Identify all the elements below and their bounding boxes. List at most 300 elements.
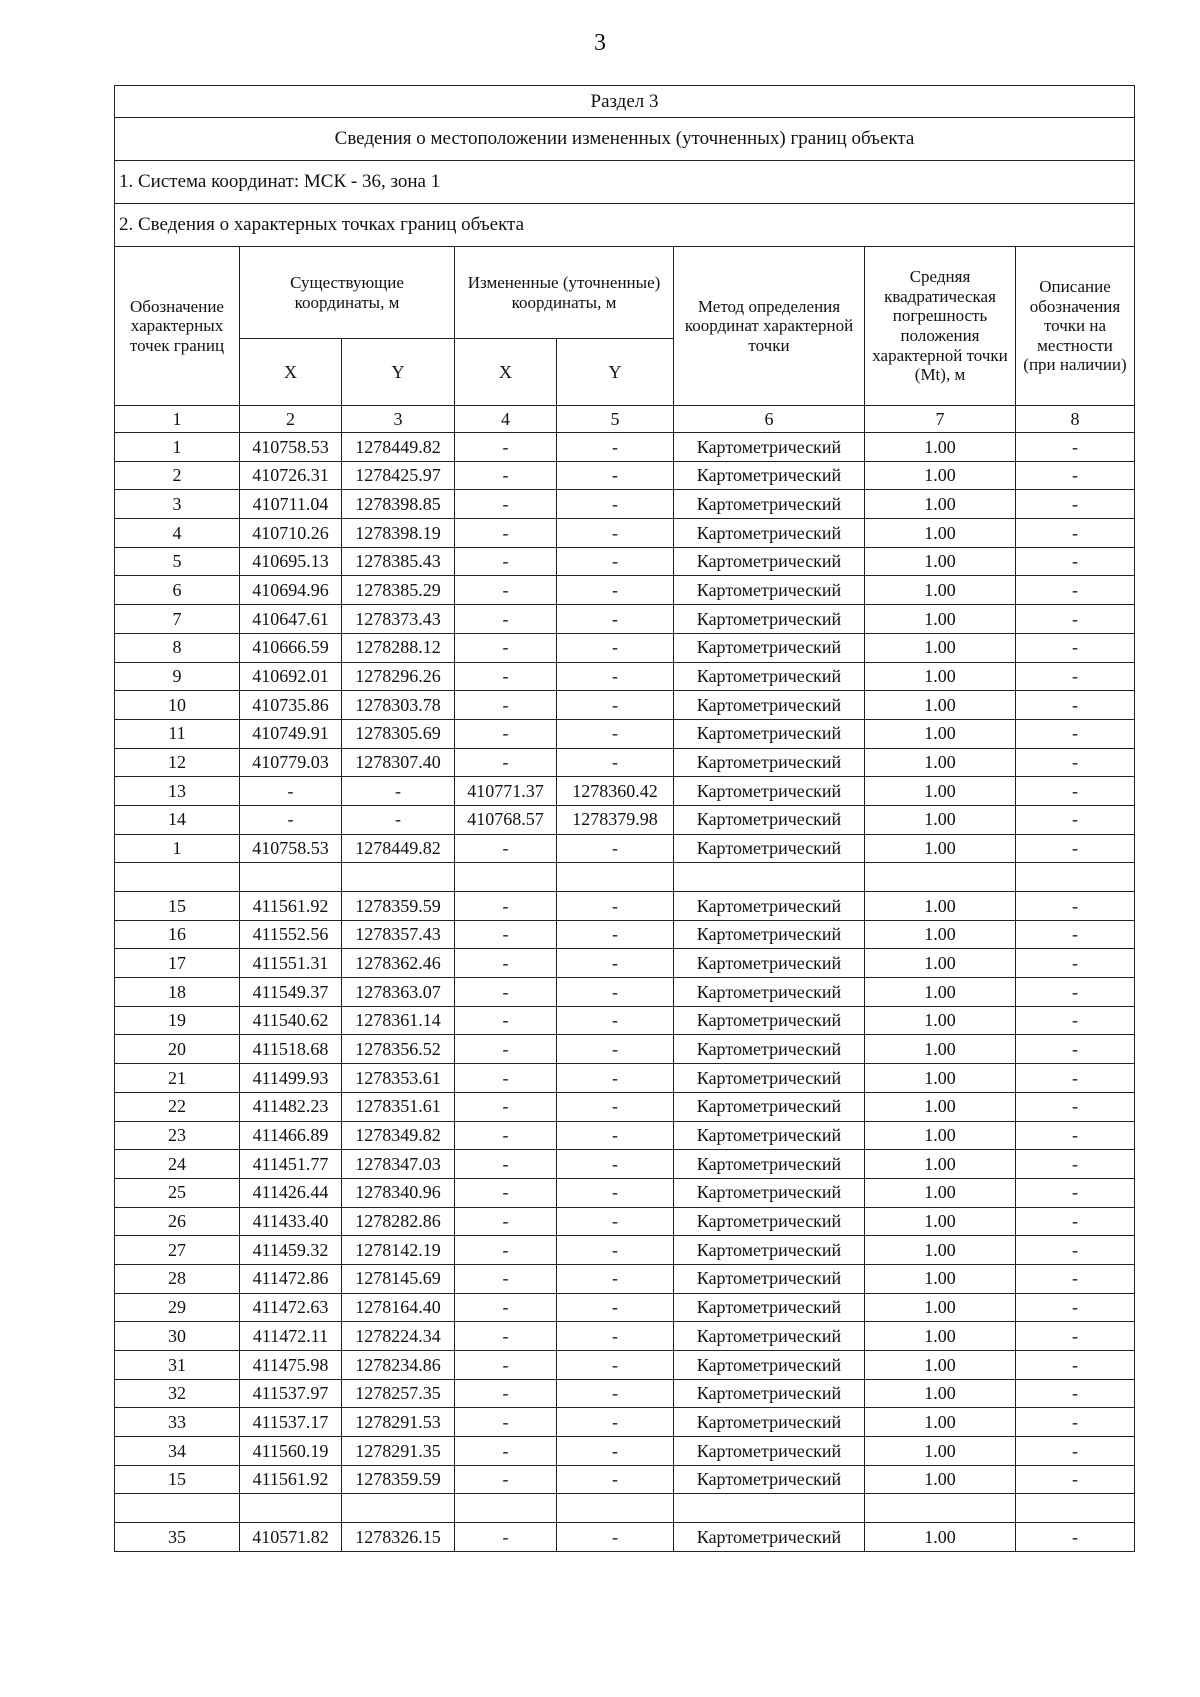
empty-cell	[1016, 863, 1135, 892]
table-row	[115, 748, 1135, 777]
cell-point-id: 27	[115, 1236, 240, 1265]
cell-existing-x: 411426.44	[240, 1178, 342, 1207]
cell-point-id: 13	[115, 777, 240, 806]
empty-cell	[865, 1494, 1016, 1523]
page-number: 3	[594, 30, 606, 56]
cell-existing-y: 1278303.78	[342, 691, 455, 720]
cell-mean-error: 1.00	[865, 1006, 1016, 1035]
cell-description: -	[1016, 1379, 1135, 1408]
cell-description: -	[1016, 748, 1135, 777]
cell-description: -	[1016, 1437, 1135, 1466]
cell-point-id: 22	[115, 1092, 240, 1121]
cell-existing-x: 410758.53	[240, 433, 342, 462]
cell-changed-y: -	[557, 1465, 674, 1494]
cell-existing-y: 1278449.82	[342, 834, 455, 863]
cell-mean-error: 1.00	[865, 1523, 1016, 1552]
cell-changed-x: -	[455, 1322, 557, 1351]
cell-changed-x: -	[455, 519, 557, 548]
table-row	[115, 633, 1135, 662]
cell-point-id: 33	[115, 1408, 240, 1437]
cell-changed-y: -	[557, 662, 674, 691]
cell-point-id: 17	[115, 949, 240, 978]
header-error: Средняя квадратическая погрешность положения характерной точки (Mt), м	[865, 247, 1016, 406]
table-row	[115, 1351, 1135, 1380]
cell-mean-error: 1.00	[865, 1236, 1016, 1265]
cell-mean-error: 1.00	[865, 920, 1016, 949]
header-changed-x: X	[455, 339, 557, 406]
cell-mean-error: 1.00	[865, 519, 1016, 548]
cell-existing-y: 1278385.43	[342, 547, 455, 576]
cell-mean-error: 1.00	[865, 1092, 1016, 1121]
cell-existing-x: 410758.53	[240, 834, 342, 863]
cell-mean-error: 1.00	[865, 576, 1016, 605]
cell-point-id: 12	[115, 748, 240, 777]
column-number: 7	[865, 406, 1016, 433]
cell-existing-y: 1278257.35	[342, 1379, 455, 1408]
cell-changed-y: -	[557, 1379, 674, 1408]
cell-changed-y: -	[557, 691, 674, 720]
cell-mean-error: 1.00	[865, 1121, 1016, 1150]
cell-changed-x: -	[455, 892, 557, 921]
table-row	[115, 1264, 1135, 1293]
cell-existing-y: 1278307.40	[342, 748, 455, 777]
cell-method: Картометрический	[674, 1035, 865, 1064]
cell-method: Картометрический	[674, 1264, 865, 1293]
cell-existing-y: 1278234.86	[342, 1351, 455, 1380]
cell-existing-y: 1278363.07	[342, 978, 455, 1007]
cell-existing-y: 1278145.69	[342, 1264, 455, 1293]
cell-point-id: 32	[115, 1379, 240, 1408]
cell-point-id: 10	[115, 691, 240, 720]
cell-mean-error: 1.00	[865, 892, 1016, 921]
cell-changed-y: -	[557, 748, 674, 777]
cell-method: Картометрический	[674, 1006, 865, 1035]
cell-existing-y: 1278357.43	[342, 920, 455, 949]
cell-existing-y: 1278305.69	[342, 719, 455, 748]
cell-existing-y: 1278142.19	[342, 1236, 455, 1265]
cell-changed-y: -	[557, 576, 674, 605]
cell-description: -	[1016, 1064, 1135, 1093]
cell-changed-x: -	[455, 748, 557, 777]
table-row	[115, 1178, 1135, 1207]
cell-changed-x: -	[455, 1351, 557, 1380]
section-row	[115, 86, 1135, 118]
table-row	[115, 1437, 1135, 1466]
cell-method: Картометрический	[674, 1293, 865, 1322]
header-changed-y: Y	[557, 339, 674, 406]
cell-method: Картометрический	[674, 777, 865, 806]
cell-mean-error: 1.00	[865, 1408, 1016, 1437]
cell-point-id: 31	[115, 1351, 240, 1380]
cell-point-id: 35	[115, 1523, 240, 1552]
cell-method: Картометрический	[674, 1178, 865, 1207]
cell-existing-x: 411518.68	[240, 1035, 342, 1064]
cell-changed-y: -	[557, 633, 674, 662]
table-row	[115, 1379, 1135, 1408]
cell-description: -	[1016, 1523, 1135, 1552]
cell-description: -	[1016, 892, 1135, 921]
cell-mean-error: 1.00	[865, 1178, 1016, 1207]
cell-existing-y: 1278385.29	[342, 576, 455, 605]
cell-existing-y: 1278373.43	[342, 605, 455, 634]
cell-changed-x: -	[455, 490, 557, 519]
cell-existing-x: 410695.13	[240, 547, 342, 576]
cell-mean-error: 1.00	[865, 490, 1016, 519]
header-description: Описание обозначения точки на местности (при наличии)	[1016, 247, 1135, 406]
cell-changed-y: -	[557, 1351, 674, 1380]
cell-mean-error: 1.00	[865, 1150, 1016, 1179]
cell-changed-y: -	[557, 1408, 674, 1437]
cell-changed-y: -	[557, 433, 674, 462]
cell-existing-x: 411482.23	[240, 1092, 342, 1121]
cell-changed-x: -	[455, 719, 557, 748]
cell-method: Картометрический	[674, 1121, 865, 1150]
coordinate-system-row	[115, 161, 1135, 204]
cell-description: -	[1016, 1408, 1135, 1437]
boundary-points-table	[114, 85, 1135, 1552]
cell-point-id: 7	[115, 605, 240, 634]
cell-description: -	[1016, 1092, 1135, 1121]
cell-method: Картометрический	[674, 1379, 865, 1408]
cell-changed-x: -	[455, 1092, 557, 1121]
cell-mean-error: 1.00	[865, 1437, 1016, 1466]
cell-changed-y: -	[557, 719, 674, 748]
table-row	[115, 461, 1135, 490]
cell-description: -	[1016, 949, 1135, 978]
cell-changed-x: -	[455, 1264, 557, 1293]
cell-changed-y: -	[557, 1264, 674, 1293]
points-info: 2. Сведения о характерных точках границ объекта	[115, 204, 1135, 247]
cell-description: -	[1016, 1207, 1135, 1236]
coordinate-system: 1. Система координат: МСК - 36, зона 1	[115, 161, 1135, 204]
cell-method: Картометрический	[674, 576, 865, 605]
cell-point-id: 29	[115, 1293, 240, 1322]
cell-method: Картометрический	[674, 892, 865, 921]
cell-method: Картометрический	[674, 633, 865, 662]
cell-existing-x: 411459.32	[240, 1236, 342, 1265]
cell-existing-y: 1278353.61	[342, 1064, 455, 1093]
cell-existing-y: 1278326.15	[342, 1523, 455, 1552]
cell-changed-x: -	[455, 1293, 557, 1322]
table-row	[115, 433, 1135, 462]
table-row	[115, 1465, 1135, 1494]
cell-mean-error: 1.00	[865, 1351, 1016, 1380]
cell-point-id: 16	[115, 920, 240, 949]
cell-point-id: 25	[115, 1178, 240, 1207]
cell-description: -	[1016, 433, 1135, 462]
cell-method: Картометрический	[674, 691, 865, 720]
cell-mean-error: 1.00	[865, 777, 1016, 806]
table-row	[115, 1207, 1135, 1236]
cell-method: Картометрический	[674, 1236, 865, 1265]
cell-description: -	[1016, 1150, 1135, 1179]
cell-existing-y: 1278351.61	[342, 1092, 455, 1121]
cell-existing-x: 410666.59	[240, 633, 342, 662]
table-row	[115, 605, 1135, 634]
empty-cell	[674, 1494, 865, 1523]
cell-changed-y: -	[557, 605, 674, 634]
cell-mean-error: 1.00	[865, 1207, 1016, 1236]
cell-existing-y: 1278282.86	[342, 1207, 455, 1236]
cell-mean-error: 1.00	[865, 691, 1016, 720]
cell-changed-y: -	[557, 1523, 674, 1552]
empty-cell	[1016, 1494, 1135, 1523]
cell-existing-y: 1278356.52	[342, 1035, 455, 1064]
column-number: 5	[557, 406, 674, 433]
cell-description: -	[1016, 605, 1135, 634]
cell-method: Картометрический	[674, 519, 865, 548]
cell-changed-y: -	[557, 1437, 674, 1466]
cell-changed-y: -	[557, 1064, 674, 1093]
cell-point-id: 11	[115, 719, 240, 748]
cell-existing-y: 1278449.82	[342, 433, 455, 462]
cell-mean-error: 1.00	[865, 978, 1016, 1007]
cell-changed-y: -	[557, 1121, 674, 1150]
cell-existing-y: 1278347.03	[342, 1150, 455, 1179]
cell-description: -	[1016, 691, 1135, 720]
cell-changed-x: -	[455, 978, 557, 1007]
header-row-top	[115, 247, 1135, 339]
cell-description: -	[1016, 834, 1135, 863]
empty-cell	[557, 863, 674, 892]
cell-changed-x: -	[455, 1207, 557, 1236]
cell-changed-x: -	[455, 547, 557, 576]
empty-cell	[115, 1494, 240, 1523]
cell-existing-x: 411551.31	[240, 949, 342, 978]
section-label: Раздел 3	[115, 86, 1135, 118]
cell-changed-x: -	[455, 1006, 557, 1035]
table-row	[115, 1150, 1135, 1179]
cell-changed-y: -	[557, 1322, 674, 1351]
cell-mean-error: 1.00	[865, 1465, 1016, 1494]
cell-mean-error: 1.00	[865, 834, 1016, 863]
cell-existing-x: 411499.93	[240, 1064, 342, 1093]
cell-changed-x: -	[455, 691, 557, 720]
cell-changed-x: -	[455, 1408, 557, 1437]
table-row	[115, 1064, 1135, 1093]
header-existing-x: X	[240, 339, 342, 406]
header-point-designation: Обозначение характерных точек границ	[115, 247, 240, 406]
cell-existing-x: 411475.98	[240, 1351, 342, 1380]
cell-point-id: 9	[115, 662, 240, 691]
cell-changed-y: -	[557, 978, 674, 1007]
cell-point-id: 30	[115, 1322, 240, 1351]
cell-changed-y: -	[557, 1207, 674, 1236]
header-changed-coords: Измененные (уточненные) координаты, м	[455, 247, 674, 339]
cell-point-id: 5	[115, 547, 240, 576]
cell-description: -	[1016, 1293, 1135, 1322]
table-row	[115, 719, 1135, 748]
table-row	[115, 949, 1135, 978]
cell-existing-x: 411537.17	[240, 1408, 342, 1437]
cell-changed-x: -	[455, 1437, 557, 1466]
empty-cell	[342, 1494, 455, 1523]
empty-cell	[115, 863, 240, 892]
cell-existing-x: 410710.26	[240, 519, 342, 548]
cell-existing-y: -	[342, 805, 455, 834]
cell-changed-x: -	[455, 1379, 557, 1408]
cell-description: -	[1016, 805, 1135, 834]
cell-changed-x: -	[455, 1150, 557, 1179]
cell-changed-x: -	[455, 920, 557, 949]
header-method: Метод определения координат характерной точки	[674, 247, 865, 406]
cell-mean-error: 1.00	[865, 1035, 1016, 1064]
table-row	[115, 1322, 1135, 1351]
table-row	[115, 576, 1135, 605]
cell-existing-x: 410694.96	[240, 576, 342, 605]
cell-mean-error: 1.00	[865, 949, 1016, 978]
table-row	[115, 662, 1135, 691]
cell-changed-y: -	[557, 892, 674, 921]
cell-method: Картометрический	[674, 547, 865, 576]
cell-changed-x: -	[455, 1236, 557, 1265]
cell-description: -	[1016, 978, 1135, 1007]
cell-changed-x: -	[455, 633, 557, 662]
cell-mean-error: 1.00	[865, 662, 1016, 691]
cell-mean-error: 1.00	[865, 1379, 1016, 1408]
cell-changed-x: -	[455, 1064, 557, 1093]
cell-existing-y: 1278359.59	[342, 892, 455, 921]
cell-existing-y: 1278398.85	[342, 490, 455, 519]
cell-description: -	[1016, 1178, 1135, 1207]
cell-point-id: 20	[115, 1035, 240, 1064]
cell-description: -	[1016, 920, 1135, 949]
cell-existing-x: 411472.11	[240, 1322, 342, 1351]
cell-changed-x: -	[455, 1035, 557, 1064]
empty-cell	[240, 1494, 342, 1523]
column-number: 1	[115, 406, 240, 433]
table-row	[115, 490, 1135, 519]
cell-existing-x: 411472.63	[240, 1293, 342, 1322]
cell-mean-error: 1.00	[865, 748, 1016, 777]
empty-cell	[557, 1494, 674, 1523]
cell-point-id: 8	[115, 633, 240, 662]
table-row	[115, 1293, 1135, 1322]
cell-existing-y: 1278362.46	[342, 949, 455, 978]
cell-method: Картометрический	[674, 949, 865, 978]
cell-point-id: 24	[115, 1150, 240, 1179]
empty-cell	[342, 863, 455, 892]
cell-changed-y: -	[557, 461, 674, 490]
separator-row	[115, 1494, 1135, 1523]
header-existing-y: Y	[342, 339, 455, 406]
cell-description: -	[1016, 519, 1135, 548]
cell-mean-error: 1.00	[865, 1293, 1016, 1322]
cell-existing-y: -	[342, 777, 455, 806]
cell-method: Картометрический	[674, 1408, 865, 1437]
cell-existing-y: 1278291.35	[342, 1437, 455, 1466]
cell-changed-y: -	[557, 1150, 674, 1179]
cell-existing-y: 1278296.26	[342, 662, 455, 691]
cell-mean-error: 1.00	[865, 547, 1016, 576]
table-row	[115, 1121, 1135, 1150]
cell-existing-x: 411433.40	[240, 1207, 342, 1236]
cell-description: -	[1016, 547, 1135, 576]
table-row	[115, 805, 1135, 834]
cell-description: -	[1016, 461, 1135, 490]
cell-method: Картометрический	[674, 805, 865, 834]
cell-method: Картометрический	[674, 920, 865, 949]
cell-existing-y: 1278164.40	[342, 1293, 455, 1322]
cell-mean-error: 1.00	[865, 633, 1016, 662]
cell-description: -	[1016, 1035, 1135, 1064]
header-existing-coords: Существующие координаты, м	[240, 247, 455, 339]
cell-changed-x: -	[455, 949, 557, 978]
cell-description: -	[1016, 1264, 1135, 1293]
cell-changed-y: -	[557, 1092, 674, 1121]
cell-mean-error: 1.00	[865, 1322, 1016, 1351]
empty-cell	[455, 863, 557, 892]
cell-changed-y: -	[557, 1293, 674, 1322]
cell-changed-y: -	[557, 1178, 674, 1207]
cell-description: -	[1016, 490, 1135, 519]
cell-existing-x: 411472.86	[240, 1264, 342, 1293]
cell-mean-error: 1.00	[865, 1264, 1016, 1293]
cell-existing-y: 1278425.97	[342, 461, 455, 490]
empty-cell	[865, 863, 1016, 892]
cell-existing-y: 1278291.53	[342, 1408, 455, 1437]
table-row	[115, 1408, 1135, 1437]
cell-changed-y: -	[557, 1236, 674, 1265]
cell-point-id: 34	[115, 1437, 240, 1466]
cell-point-id: 15	[115, 892, 240, 921]
cell-changed-y: 1278379.98	[557, 805, 674, 834]
cell-point-id: 3	[115, 490, 240, 519]
cell-point-id: 19	[115, 1006, 240, 1035]
separator-row	[115, 863, 1135, 892]
cell-existing-x: -	[240, 805, 342, 834]
cell-method: Картометрический	[674, 490, 865, 519]
cell-existing-x: 411561.92	[240, 892, 342, 921]
table-row	[115, 892, 1135, 921]
cell-changed-x: -	[455, 1121, 557, 1150]
cell-method: Картометрический	[674, 1150, 865, 1179]
cell-existing-y: 1278224.34	[342, 1322, 455, 1351]
cell-mean-error: 1.00	[865, 1064, 1016, 1093]
title-row	[115, 118, 1135, 161]
cell-changed-x: -	[455, 1465, 557, 1494]
cell-changed-x: 410771.37	[455, 777, 557, 806]
cell-existing-x: 411451.77	[240, 1150, 342, 1179]
cell-existing-y: 1278288.12	[342, 633, 455, 662]
cell-changed-y: -	[557, 1035, 674, 1064]
cell-changed-x: -	[455, 1523, 557, 1552]
cell-method: Картометрический	[674, 1523, 865, 1552]
cell-point-id: 21	[115, 1064, 240, 1093]
cell-changed-x: -	[455, 576, 557, 605]
cell-existing-x: 410749.91	[240, 719, 342, 748]
cell-point-id: 15	[115, 1465, 240, 1494]
cell-changed-x: -	[455, 834, 557, 863]
table-row	[115, 1092, 1135, 1121]
cell-description: -	[1016, 1236, 1135, 1265]
cell-description: -	[1016, 719, 1135, 748]
cell-changed-x: 410768.57	[455, 805, 557, 834]
cell-point-id: 1	[115, 834, 240, 863]
cell-point-id: 6	[115, 576, 240, 605]
cell-point-id: 18	[115, 978, 240, 1007]
cell-existing-y: 1278361.14	[342, 1006, 455, 1035]
cell-changed-y: -	[557, 519, 674, 548]
cell-method: Картометрический	[674, 1064, 865, 1093]
cell-method: Картометрический	[674, 1437, 865, 1466]
table-row	[115, 1035, 1135, 1064]
cell-existing-y: 1278398.19	[342, 519, 455, 548]
cell-description: -	[1016, 633, 1135, 662]
cell-mean-error: 1.00	[865, 461, 1016, 490]
cell-method: Картометрический	[674, 1092, 865, 1121]
column-number: 6	[674, 406, 865, 433]
